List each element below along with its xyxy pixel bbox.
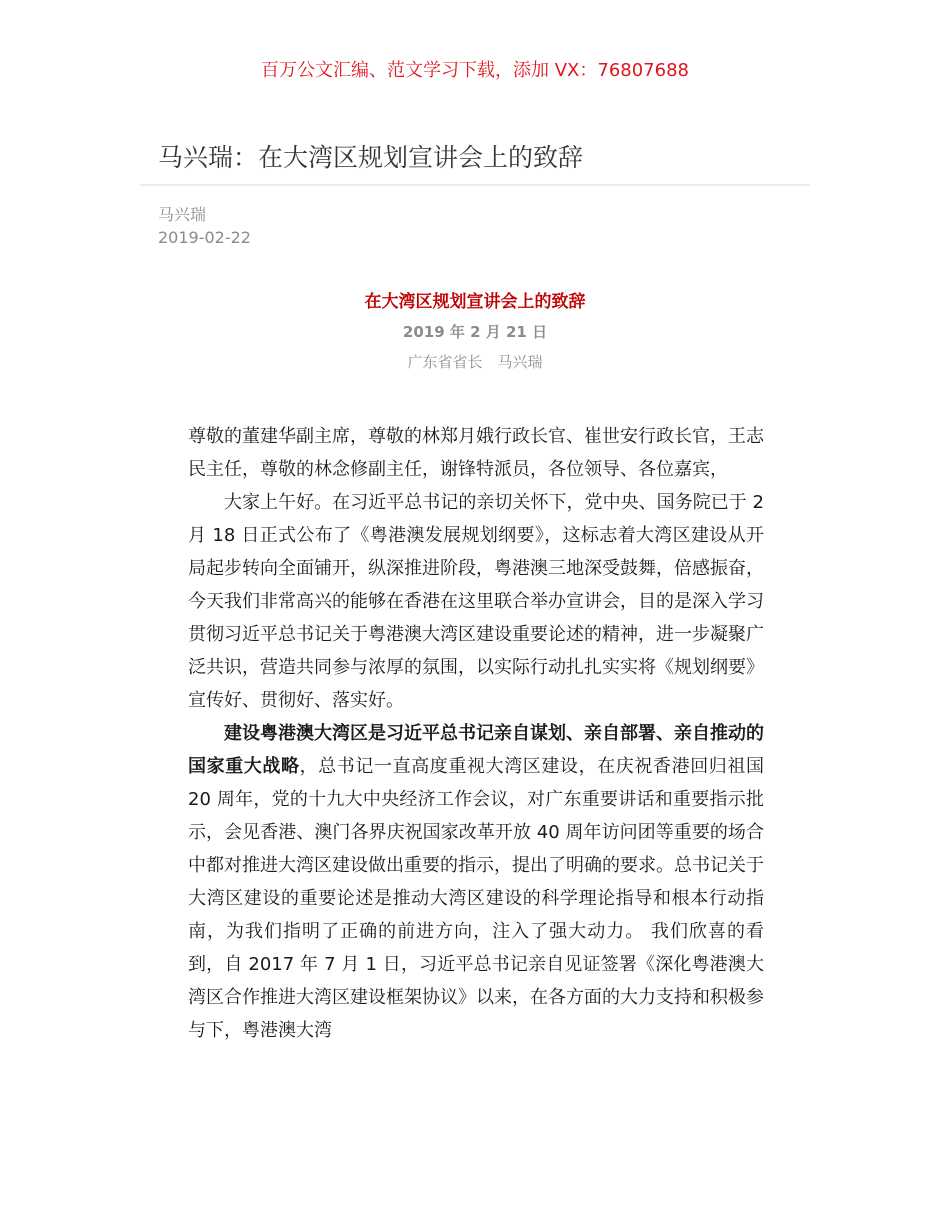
article-author: 马兴瑞 (158, 205, 207, 224)
paragraph-strategy-lead: 建设粤港澳大湾区是习近平总书记亲自谋划、亲自部署、亲自推动的国家重大战略 (188, 723, 764, 777)
article-body (188, 420, 764, 1047)
paragraph-strategy (188, 717, 764, 1047)
paragraph-strategy-body: ，总书记一直高度重视大湾区建设，在庆祝香港回归祖国 20 周年，党的十九大中央经济工作会议，对广东重要讲话和重要指示批示，会见香港、澳门各界庆祝国家改革开放 40 周年访问团等重要的场合中都对推进大湾区建设做出重要的指示，提出了明确的要求。总书记关于大湾区建设的重要论述是推动大湾区建设的科学理论指导和根本行动指南，为我们指明了正确的前进方向，注入了强大动力。 我们欣喜的看到，自 2017 年 7 月 1 日，习近平总书记亲自见证签署《深化粤港澳大湾区合作推进大湾区建设框架协议》以来，在各方面的大力支持和积极参与下，粤港澳大湾 (188, 756, 765, 1041)
paragraph-greeting: 大家上午好。在习近平总书记的亲切关怀下，党中央、国务院已于 2 月 18 日正式公布了《粤港澳发展规划纲要》，这标志着大湾区建设从开局起步转向全面铺开，纵深推进阶段，粤港澳三地深受鼓舞，倍感振奋，今天我们非常高兴的能够在香港在这里联合举办宣讲会，目的是深入学习贯彻习近平总书记关于粤港澳大湾区建设重要论述的精神，进一步凝聚广泛共识，营造共同参与浓厚的氛围，以实际行动扎扎实实将《规划纲要》宣传好、贯彻好、落实好。 (188, 492, 764, 711)
document-byline: 广东省省长 马兴瑞 (407, 353, 543, 371)
document-date: 2019 年 2 月 21 日 (402, 323, 548, 341)
article-date: 2019-02-22 (158, 228, 251, 247)
article-title: 马兴瑞：在大湾区规划宣讲会上的致辞 (158, 143, 584, 172)
document-title: 在大湾区规划宣讲会上的致辞 (364, 292, 586, 312)
article-meta (158, 203, 251, 249)
document-header (0, 290, 950, 374)
watermark-banner: 百万公文汇编、范文学习下载，添加 VX：76807688 (261, 60, 689, 81)
paragraph-salutation: 尊敬的董建华副主席，尊敬的林郑月娥行政长官、崔世安行政长官，王志民主任，尊敬的林念修副主任，谢锋特派员，各位领导、各位嘉宾， (188, 426, 764, 480)
title-divider (140, 184, 810, 186)
